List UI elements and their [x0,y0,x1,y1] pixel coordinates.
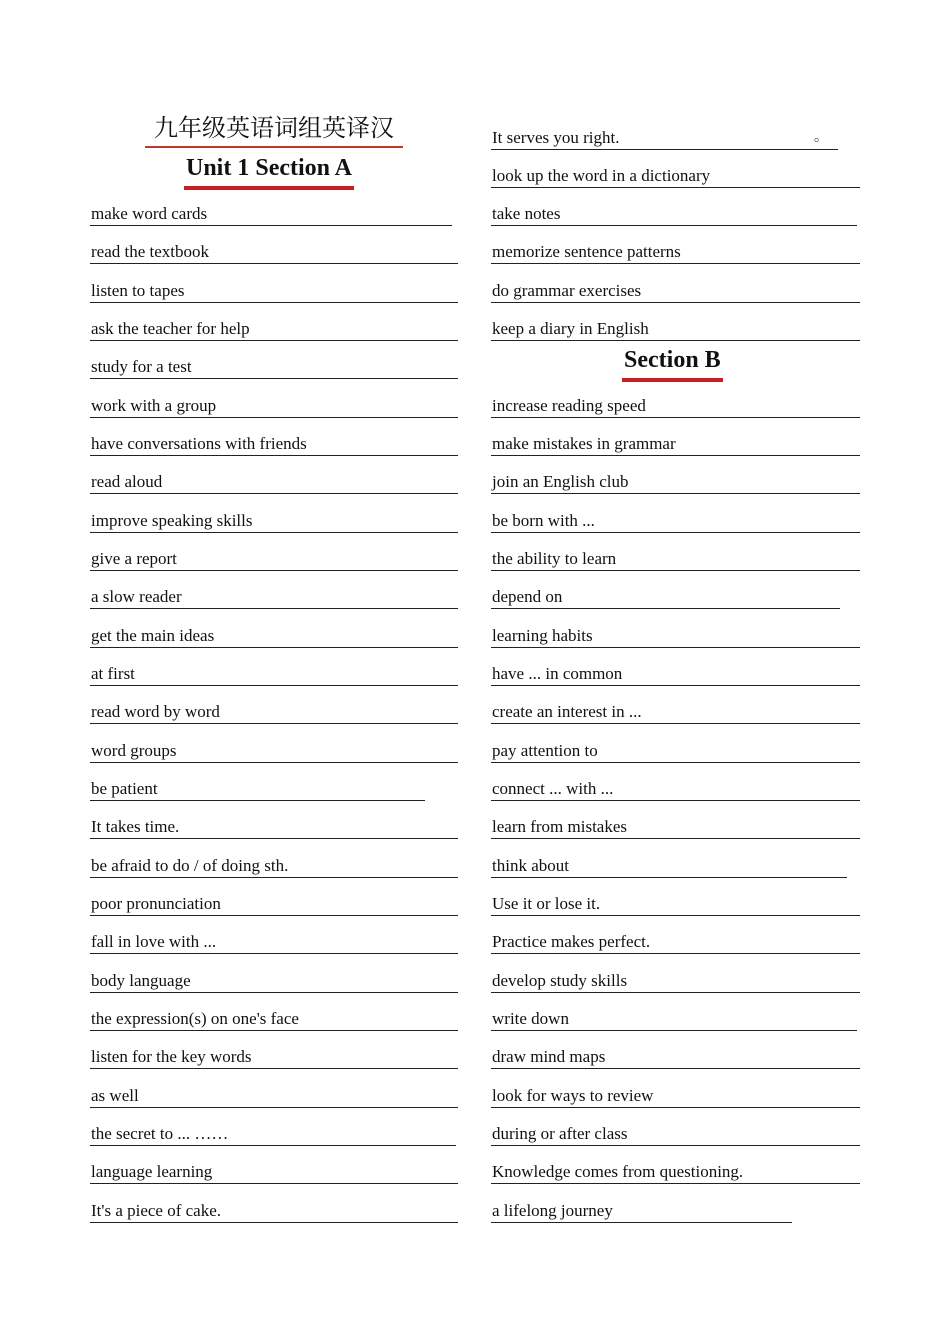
phrase-text: a slow reader [91,587,182,606]
phrase-text: have conversations with friends [91,434,307,453]
phrase-text: read the textbook [91,242,210,261]
phrase-text: develop study skills [492,971,628,990]
phrase-row [90,317,458,341]
phrase-text: look up the word in a dictionary [492,166,711,185]
phrase-row [491,585,840,609]
phrase-text: read aloud [91,472,163,491]
phrase-text: Use it or lose it. [492,894,601,913]
phrase-row [90,815,458,839]
phrase-row [491,1007,857,1031]
phrase-text: the expression(s) on one's face [91,1009,299,1028]
phrase-row [90,1007,458,1031]
phrase-text: poor pronunciation [91,894,221,913]
phrase-row [90,547,458,571]
phrase-text: be patient [91,779,158,798]
phrase-row [491,969,860,993]
phrase-row [491,202,857,226]
phrase-row [90,240,458,264]
phrase-row [491,1045,860,1069]
phrase-text: It's a piece of cake. [91,1201,222,1220]
phrase-text: listen for the key words [91,1047,252,1066]
phrase-row [90,394,458,418]
phrase-text: listen to tapes [91,281,185,300]
phrase-text: make mistakes in grammar [492,434,676,453]
period-mark: 。 [814,130,828,145]
phrase-text: connect ... with ... [492,779,614,798]
phrase-row [491,394,860,418]
section-b-heading: Section B [622,345,723,382]
phrase-row [90,585,458,609]
phrase-text: draw mind maps [492,1047,606,1066]
phrase-text: memorize sentence patterns [492,242,681,261]
phrase-row [90,509,458,533]
phrase-text: pay attention to [492,741,598,760]
phrase-text: It serves you right. [492,128,620,147]
phrase-row [90,202,452,226]
phrase-row [491,317,860,341]
phrase-row [90,777,425,801]
phrase-text: work with a group [91,396,217,415]
phrase-row [491,240,860,264]
phrase-row [491,1122,860,1146]
phrase-row [491,1084,860,1108]
phrase-row [90,930,458,954]
phrase-text: learn from mistakes [492,817,628,836]
phrase-row [491,739,860,763]
phrase-row [90,279,458,303]
phrase-row [491,1160,860,1184]
phrase-row [90,1045,458,1069]
phrase-row [491,126,838,150]
phrase-row [90,1199,458,1223]
phrase-text: make word cards [91,204,208,223]
phrase-row [90,432,458,456]
phrase-row [491,279,860,303]
phrase-row [491,815,860,839]
phrase-row [90,739,458,763]
phrase-row [491,854,847,878]
phrase-text: the ability to learn [492,549,617,568]
phrase-text: the secret to ... …… [91,1124,229,1143]
phrase-row [491,470,860,494]
phrase-text: fall in love with ... [91,932,217,951]
phrase-row [90,1160,458,1184]
phrase-row [90,1084,458,1108]
phrase-text: do grammar exercises [492,281,642,300]
phrase-text: language learning [91,1162,213,1181]
phrase-row [491,547,860,571]
phrase-text: keep a diary in English [492,319,649,338]
phrase-text: give a report [91,549,177,568]
phrase-row [491,164,860,188]
phrase-text: study for a test [91,357,192,376]
phrase-text: ask the teacher for help [91,319,250,338]
phrase-text: read word by word [91,702,220,721]
phrase-row [90,892,458,916]
phrase-row [90,662,458,686]
phrase-row [491,700,860,724]
page-title: 九年级英语词组英译汉 [145,112,403,148]
phrase-text: take notes [492,204,561,223]
phrase-row [90,470,458,494]
phrase-text: as well [91,1086,139,1105]
phrase-text: Practice makes perfect. [492,932,651,951]
phrase-row [491,662,860,686]
phrase-text: depend on [492,587,563,606]
phrase-text: be afraid to do / of doing sth. [91,856,289,875]
phrase-row [90,355,458,379]
phrase-text: write down [492,1009,569,1028]
phrase-row [90,700,458,724]
phrase-text: be born with ... [492,511,595,530]
phrase-text: during or after class [492,1124,628,1143]
phrase-text: get the main ideas [91,626,215,645]
phrase-text: body language [91,971,191,990]
phrase-row [491,892,860,916]
phrase-text: increase reading speed [492,396,646,415]
phrase-row [491,624,860,648]
phrase-row [491,432,860,456]
phrase-row [90,854,458,878]
phrase-row [90,1122,456,1146]
phrase-row [90,969,458,993]
unit-section-a-heading: Unit 1 Section A [184,153,354,190]
phrase-text: look for ways to review [492,1086,654,1105]
phrase-text: learning habits [492,626,593,645]
phrase-text: create an interest in ... [492,702,642,721]
phrase-text: It takes time. [91,817,180,836]
phrase-row [491,1199,792,1223]
phrase-text: think about [492,856,569,875]
phrase-row [491,777,860,801]
phrase-text: Knowledge comes from questioning. [492,1162,744,1181]
phrase-text: have ... in common [492,664,623,683]
phrase-row [90,624,458,648]
phrase-row [491,930,860,954]
phrase-text: join an English club [492,472,629,491]
phrase-text: improve speaking skills [91,511,253,530]
phrase-text: word groups [91,741,177,760]
phrase-text: a lifelong journey [492,1201,613,1220]
phrase-text: at first [91,664,135,683]
phrase-row [491,509,860,533]
